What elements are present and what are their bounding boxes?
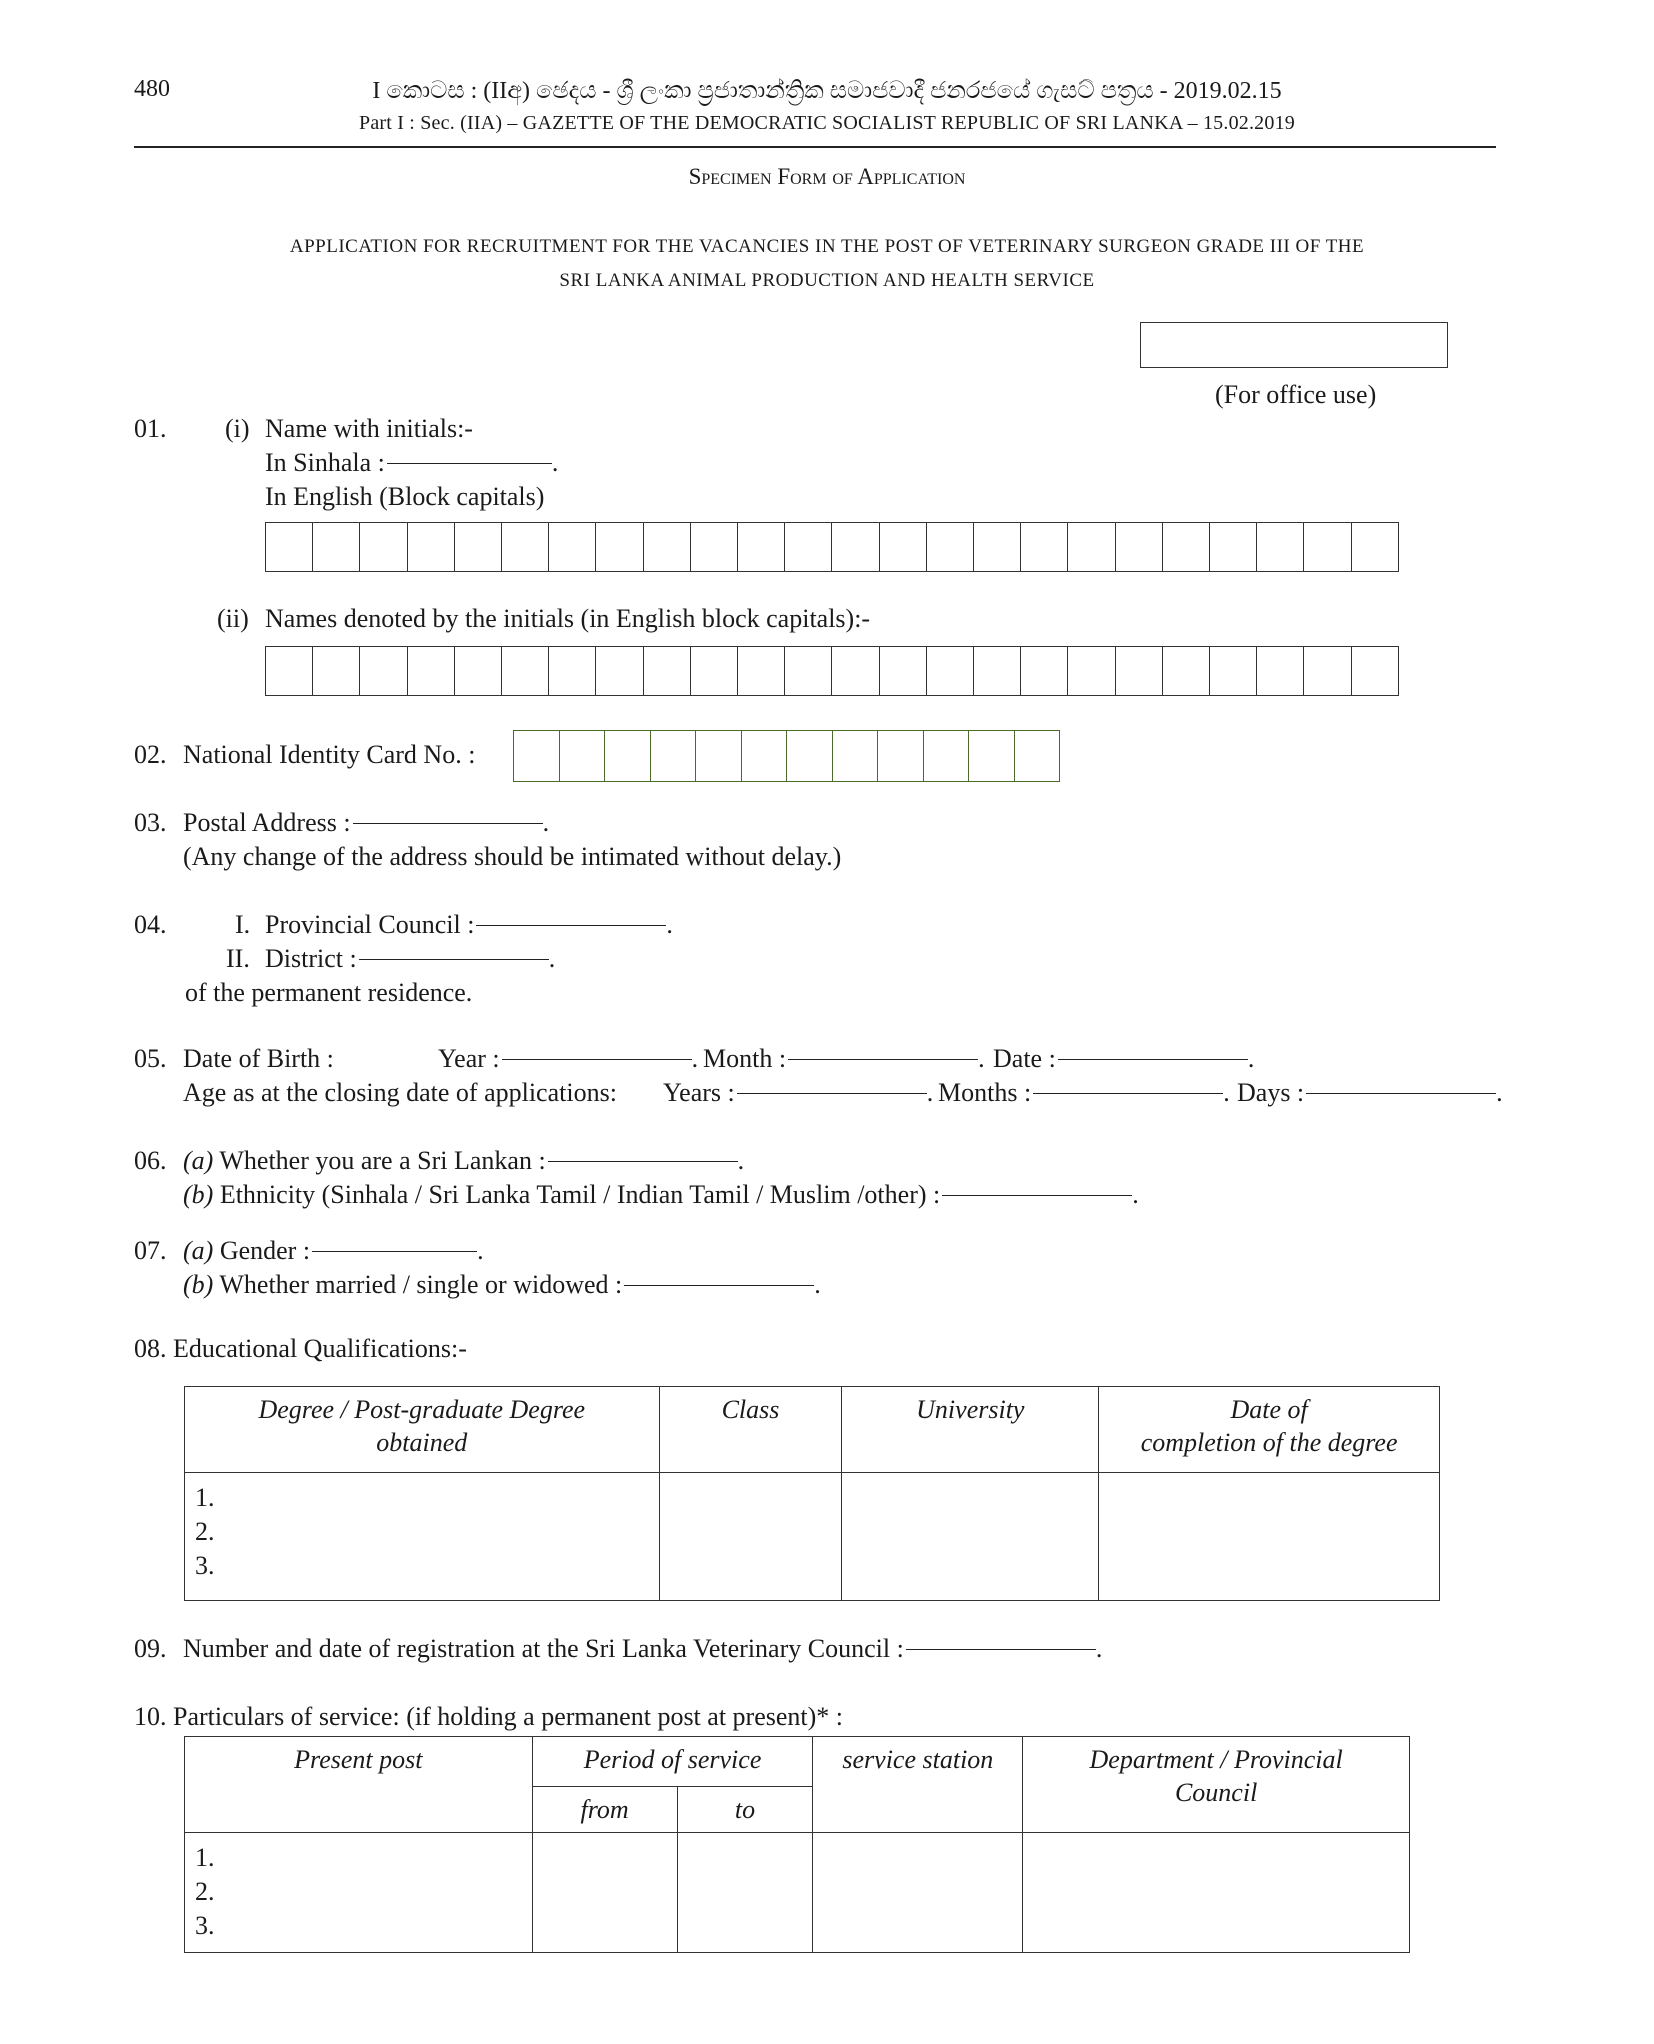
q02-number: 02.: [134, 740, 167, 769]
q03-label: Postal Address :: [183, 808, 351, 837]
marital-status-field[interactable]: (b) Whether married / single or widowed : .: [183, 1270, 821, 1299]
district-line: [359, 959, 549, 960]
dob-year-label: Year :: [438, 1044, 500, 1073]
dob-year-field[interactable]: Year : .: [438, 1044, 699, 1073]
service-header-station: service station: [813, 1737, 1023, 1833]
dob-date-field[interactable]: Date : .: [993, 1044, 1255, 1073]
q08-label: 08. Educational Qualifications:-: [134, 1334, 467, 1363]
sri-lankan-field[interactable]: (a) Whether you are a Sri Lankan : .: [183, 1146, 745, 1175]
dob-month-line: [788, 1059, 978, 1060]
service-header-period: Period of service: [532, 1737, 813, 1787]
age-months-field[interactable]: Months : .: [938, 1078, 1230, 1107]
q01-sinhala-line: [387, 463, 552, 464]
q07-a-mark: (a): [183, 1236, 214, 1265]
q01-i-label: Name with initials:-: [265, 414, 473, 443]
education-header-degree: Degree / Post-graduate Degree obtained: [185, 1387, 660, 1473]
q01-english-label: In English (Block capitals): [265, 482, 545, 511]
form-subtitle-line2: SRI LANKA ANIMAL PRODUCTION AND HEALTH SERVICE: [559, 270, 1095, 291]
q07-a-label: Gender :: [219, 1236, 311, 1265]
gender-field[interactable]: (a) Gender : .: [183, 1236, 484, 1265]
education-header-university: University: [842, 1387, 1099, 1473]
header-divider: [134, 146, 1496, 148]
service-table: [184, 1736, 1410, 1953]
q01-english-name-boxes[interactable]: [265, 522, 1399, 572]
education-date-cell[interactable]: [1099, 1473, 1440, 1601]
dob-date-label: Date :: [993, 1044, 1056, 1073]
education-entries-row: [185, 1473, 1440, 1601]
marital-status-line: [624, 1285, 814, 1286]
education-row-numbers[interactable]: 1. 2. 3.: [185, 1473, 660, 1601]
provincial-council-line: [476, 925, 666, 926]
q01-sinhala-label: In Sinhala :: [265, 448, 385, 477]
service-row-numbers[interactable]: 1. 2. 3.: [185, 1833, 533, 1953]
office-use-label: (For office use): [1215, 380, 1377, 409]
age-years-label: Years :: [663, 1078, 735, 1107]
ethnicity-field[interactable]: (b) Ethnicity (Sinhala / Sri Lanka Tamil / Indian Tamil / Muslim /other) : .: [183, 1180, 1139, 1209]
nic-number-boxes[interactable]: [513, 730, 1060, 782]
registration-field[interactable]: Number and date of registration at the Sri Lanka Veterinary Council : .: [183, 1634, 1103, 1663]
q01-ii-mark: (ii): [217, 604, 249, 633]
q06-b-mark: (b): [183, 1180, 214, 1209]
service-header-present-post: Present post: [185, 1737, 533, 1833]
q07-number: 07.: [134, 1236, 167, 1265]
q06-a-label: Whether you are a Sri Lankan :: [219, 1146, 546, 1175]
q09-number: 09.: [134, 1634, 167, 1663]
service-entries-row: [185, 1833, 1410, 1953]
age-years-line: [737, 1093, 927, 1094]
q03-number: 03.: [134, 808, 167, 837]
q05-label: Date of Birth :: [183, 1044, 334, 1073]
q07-b-label: Whether married / single or widowed :: [219, 1270, 623, 1299]
sri-lankan-line: [548, 1161, 738, 1162]
education-university-cell[interactable]: [842, 1473, 1099, 1601]
service-header-department: Department / Provincial Council: [1023, 1737, 1410, 1833]
service-header-to: to: [677, 1787, 813, 1833]
q04-ii-label: District :: [265, 944, 357, 973]
q06-number: 06.: [134, 1146, 167, 1175]
service-from-cell[interactable]: [532, 1833, 677, 1953]
provincial-council-field[interactable]: Provincial Council : .: [265, 910, 673, 939]
form-subtitle-line1: APPLICATION FOR RECRUITMENT FOR THE VACANCIES IN THE POST OF VETERINARY SURGEON GRADE III OF THE: [289, 236, 1365, 257]
service-to-cell[interactable]: [677, 1833, 813, 1953]
q09-label: Number and date of registration at the Sri Lanka Veterinary Council :: [183, 1634, 904, 1663]
age-days-line: [1306, 1093, 1496, 1094]
q04-ii-mark: II.: [226, 944, 250, 973]
dob-year-line: [502, 1059, 692, 1060]
office-use-box: [1140, 322, 1448, 368]
gazette-header-sinhala: I කොටස : (IIඅ) ඡෙදය - ශ්‍රී ලංකා ප්‍රජාතාන්ත්‍රික සමාජවාදී ජනරජයේ ගැසට් පත්‍රය - 2019.02.15: [372, 78, 1282, 104]
registration-line: [906, 1649, 1096, 1650]
q01-full-names-boxes[interactable]: [265, 646, 1399, 696]
dob-month-field[interactable]: Month : .: [703, 1044, 985, 1073]
service-header-from: from: [532, 1787, 677, 1833]
q10-label: 10. Particulars of service: (if holding a permanent post at present)* :: [134, 1702, 844, 1731]
age-days-field[interactable]: Days : .: [1237, 1078, 1503, 1107]
q01-sinhala-field[interactable]: In Sinhala : .: [265, 448, 559, 477]
dob-date-line: [1058, 1059, 1248, 1060]
service-department-cell[interactable]: [1023, 1833, 1410, 1953]
dob-month-label: Month :: [703, 1044, 787, 1073]
postal-address-line: [353, 823, 543, 824]
q04-number: 04.: [134, 910, 167, 939]
q01-ii-label: Names denoted by the initials (in English block capitals):-: [265, 604, 871, 633]
district-field[interactable]: District : .: [265, 944, 556, 973]
ethnicity-line: [942, 1195, 1132, 1196]
q06-b-label: Ethnicity (Sinhala / Sri Lanka Tamil / Indian Tamil / Muslim /other) :: [219, 1180, 941, 1209]
q06-a-mark: (a): [183, 1146, 214, 1175]
q02-label: National Identity Card No. :: [183, 740, 476, 769]
q04-i-mark: I.: [235, 910, 251, 939]
education-class-cell[interactable]: [659, 1473, 842, 1601]
education-header-date: Date of completion of the degree: [1099, 1387, 1440, 1473]
gender-line: [312, 1251, 477, 1252]
page-number: 480: [134, 76, 170, 102]
age-months-line: [1033, 1093, 1223, 1094]
form-title: Specimen Form of Application: [688, 164, 966, 189]
service-station-cell[interactable]: [813, 1833, 1023, 1953]
q04-note: of the permanent residence.: [185, 978, 473, 1007]
age-label: Age as at the closing date of applications:: [183, 1078, 617, 1107]
q07-b-mark: (b): [183, 1270, 214, 1299]
postal-address-field[interactable]: Postal Address : .: [183, 808, 550, 837]
age-years-field[interactable]: Years : .: [663, 1078, 934, 1107]
q05-number: 05.: [134, 1044, 167, 1073]
q01-number: 01.: [134, 414, 167, 443]
q04-i-label: Provincial Council :: [265, 910, 475, 939]
education-header-class: Class: [659, 1387, 842, 1473]
gazette-header-english: Part I : Sec. (IIA) – GAZETTE OF THE DEMOCRATIC SOCIALIST REPUBLIC OF SRI LANKA – 15.02.2019: [359, 112, 1295, 134]
age-days-label: Days :: [1237, 1078, 1305, 1107]
q01-i-mark: (i): [225, 414, 250, 443]
q03-note: (Any change of the address should be intimated without delay.): [183, 842, 842, 871]
age-months-label: Months :: [938, 1078, 1032, 1107]
education-table: [184, 1386, 1440, 1601]
